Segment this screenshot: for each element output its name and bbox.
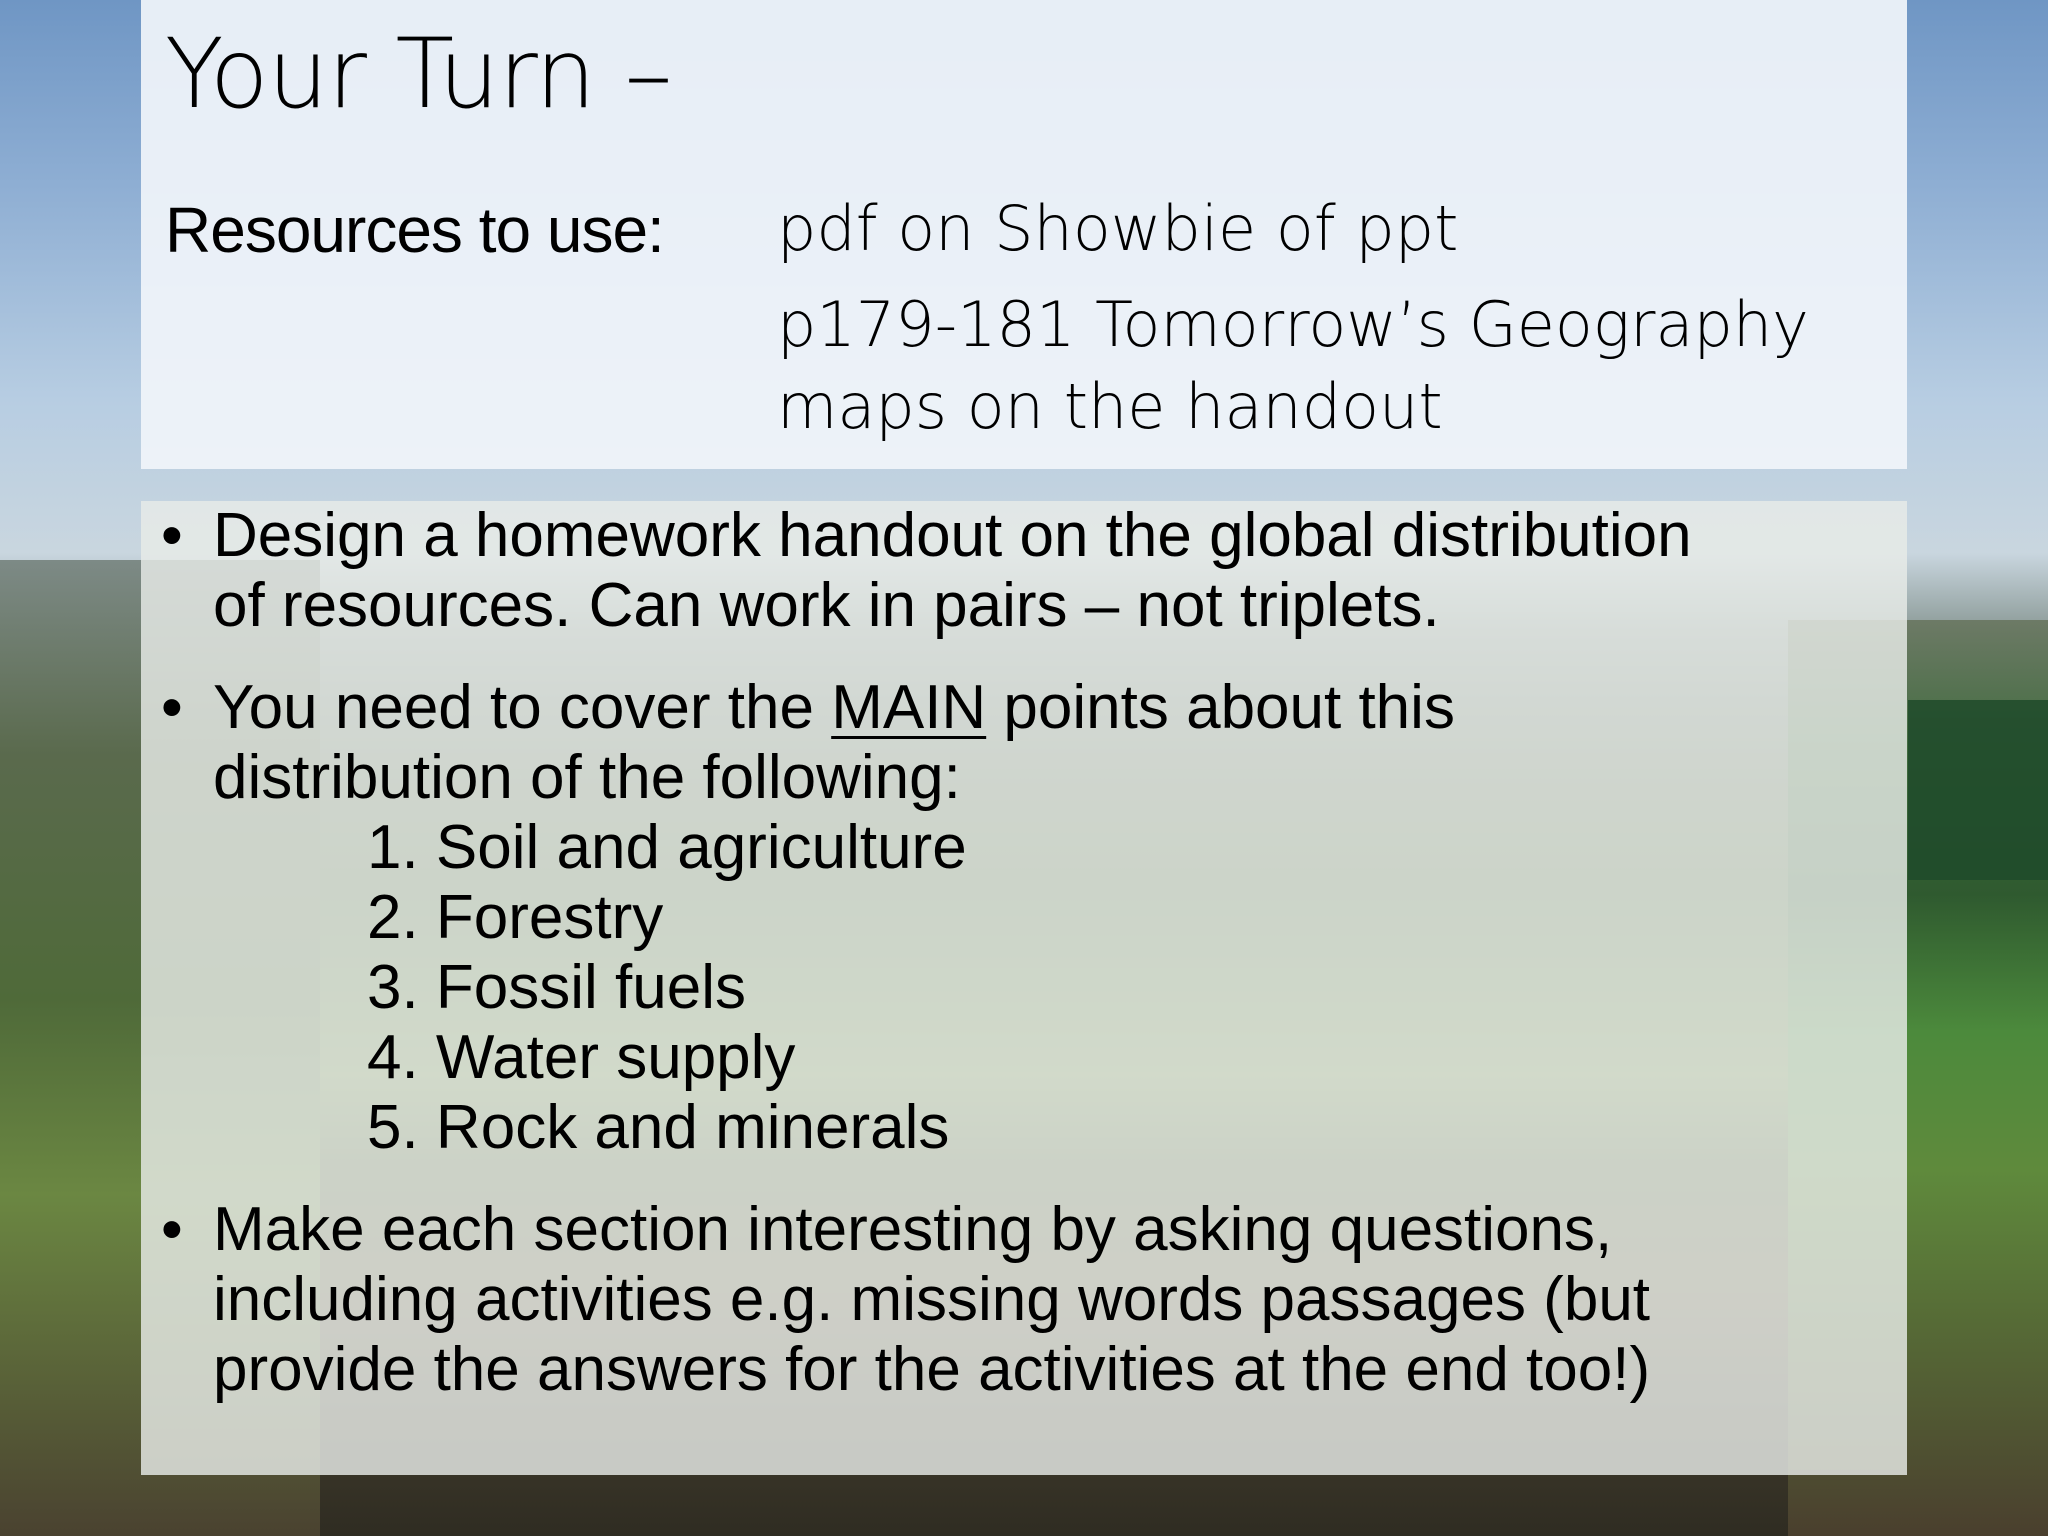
topic-item: 5. Rock and minerals (367, 1093, 950, 1162)
topic-item: 4. Water supply (367, 1023, 796, 1092)
resource-item: maps on the handout (777, 370, 1443, 443)
topic-item: 3. Fossil fuels (367, 953, 747, 1022)
resource-item: pdf on Showbie of ppt (777, 192, 1459, 265)
bullet-text-line: Make each section interesting by asking questions, (213, 1195, 1613, 1264)
bullet-text-line: Design a homework handout on the global distribution (213, 501, 1692, 570)
bullet-cover-main-points (161, 673, 1891, 1163)
bullet-text-line: provide the answers for the activities at the end too!) (213, 1335, 1651, 1404)
resources-list (777, 188, 1809, 448)
resources-label: Resources to use: (165, 194, 664, 266)
text-segment: points about this (986, 673, 1455, 742)
task-bullet-list (161, 501, 1891, 1437)
emphasis-main: MAIN (831, 673, 987, 742)
header-panel (141, 0, 1907, 469)
text-segment: You need to cover the (213, 673, 832, 742)
topic-item: 2. Forestry (367, 883, 664, 952)
topics-numbered-list (213, 813, 1891, 1163)
topic-item: 1. Soil and agriculture (367, 813, 967, 882)
background-forest (1908, 700, 2048, 880)
slide-title: Your Turn – (165, 18, 672, 130)
bullet-text-line: of resources. Can work in pairs – not triplets. (213, 571, 1440, 640)
bullet-text-line (213, 673, 1891, 743)
bullet-text-line: including activities e.g. missing words passages (but (213, 1265, 1651, 1334)
bullet-marker: • (161, 673, 183, 742)
bullet-marker: • (161, 1195, 183, 1264)
content-panel (141, 501, 1907, 1475)
bullet-text-line: distribution of the following: (213, 743, 961, 812)
bullet-marker: • (161, 501, 183, 570)
resource-item: p179-181 Tomorrow’s Geography (777, 288, 1809, 361)
bullet-make-interesting (161, 1195, 1891, 1405)
bullet-design-handout (161, 501, 1891, 641)
